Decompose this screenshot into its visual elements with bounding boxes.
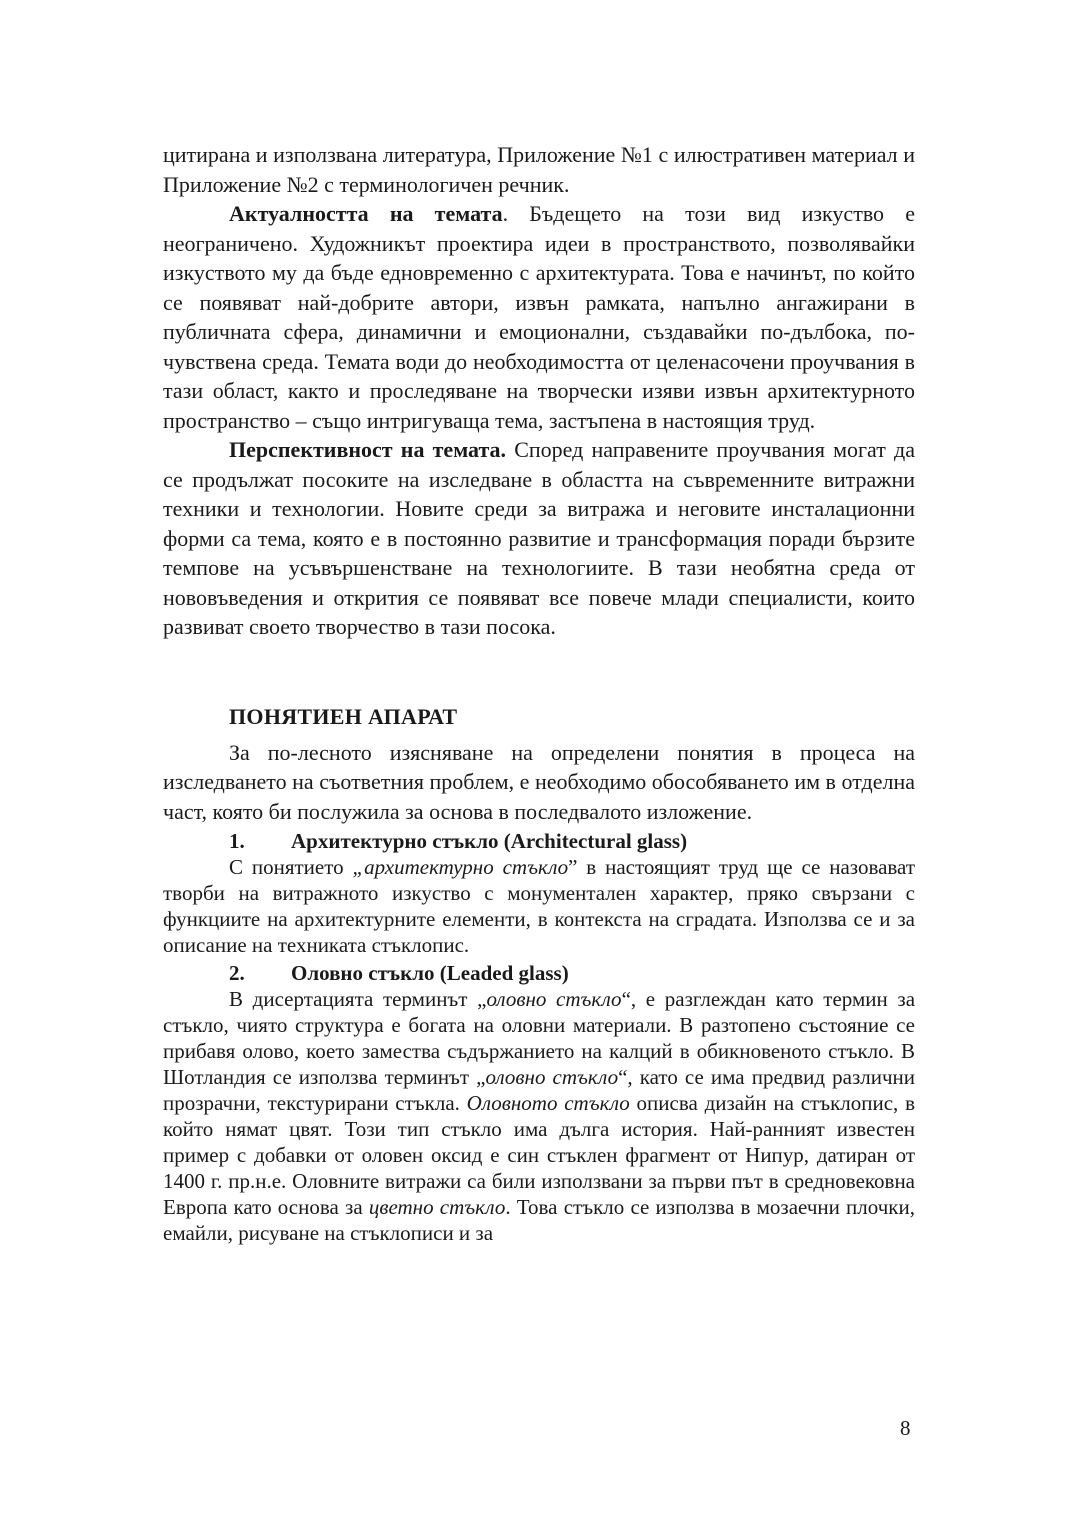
paragraph-intro-continuation: цитирана и използвана литература, Приложение №1 с илюстративен материал и Приложение №2 с терминологичен речник. xyxy=(163,142,915,197)
term-1-definition: С понятието „архитектурно стъкло” в настоящият труд ще се назовават творби на витражното изкуство с монументален характер, пряко свързани с функциите на архитектурните елементи, в контекста на сградата. Използва се и за описание на техниката стъклопис. xyxy=(163,855,915,957)
perspective-text: Според направените проучвания могат да се продължат посоките на изследване в областта на съвременните витражни техники и технологии. Новите среди за витража и неговите инсталационни форми са тема, която е в постоянно развитие и трансформация поради бързите темпове на усъвършенстване на технологиите. В тази необятна среда от нововъведения и открития се появяват все повече млади специалисти, които развиват своето творчество в тази посока. xyxy=(163,437,915,639)
term-2-number: 2. xyxy=(229,961,245,985)
page-number: 8 xyxy=(900,1416,911,1440)
paragraph-terms-intro: За по-лесното изясняване на определени понятия в процеса на изследването на съответния проблем, е необходимо обособяването им в отделна част, която би послужила за основа в последвалото изложение. xyxy=(163,739,915,824)
paragraph-perspective xyxy=(163,435,915,642)
term-2-heading xyxy=(229,960,915,986)
document-page xyxy=(163,140,915,1246)
term-2-definition: В дисертацията терминът „оловно стъкло“, е разглеждан като термин за стъкло, чиято структура е богата на оловни материали. В разтопено състояние се прибавя олово, което замества съдържанието на калций в обикновеното стъкло. В Шотландия се използва терминът „оловно стъкло“, като се има предвид различни прозрачни, текстурирани стъкла. Оловното стъкло описва дизайн на стъклопис, в който нямат цвят. Този тип стъкло има дълга история. Най-ранният известен пример с добавки от оловен оксид е син стъклен фрагмент от Нипур, датиран от 1400 г. пр.н.е. Оловните витражи са били използвани за първи път в средновековна Европа като основа за цветно стъкло. Това стъкло се използва в мозаечни плочки, емайли, рисуване на стъклописи и за xyxy=(163,987,916,1245)
relevance-text: . Бъдещето на този вид изкуство е неограничено. Художникът проектира идеи в пространството, позволявайки изкуството му да бъде едновременно с архитектурата. Това е начинът, по който се появяват най-добрите автори, извън рамката, напълно ангажирани в публичната сфера, динамични и емоционални, създавайки по-дълбока, по-чувствена среда. Темата води до необходимостта от целенасочени проучвания в тази област, както и проследяване на творчески изяви извън архитектурното пространство – също интригуваща тема, застъпена в настоящия труд. xyxy=(163,201,915,433)
term-1-title: Архитектурно стъкло (Architectural glass) xyxy=(291,829,688,853)
section-heading: ПОНЯТИЕН АПАРАТ xyxy=(229,703,458,729)
paragraph-relevance xyxy=(163,199,915,435)
term-1-number: 1. xyxy=(229,829,245,853)
relevance-heading: Актуалността на темата xyxy=(229,201,503,226)
term-1-heading xyxy=(229,828,915,854)
perspective-heading: Перспективност на темата. xyxy=(229,437,507,462)
term-2-title: Оловно стъкло (Leaded glass) xyxy=(291,961,569,985)
